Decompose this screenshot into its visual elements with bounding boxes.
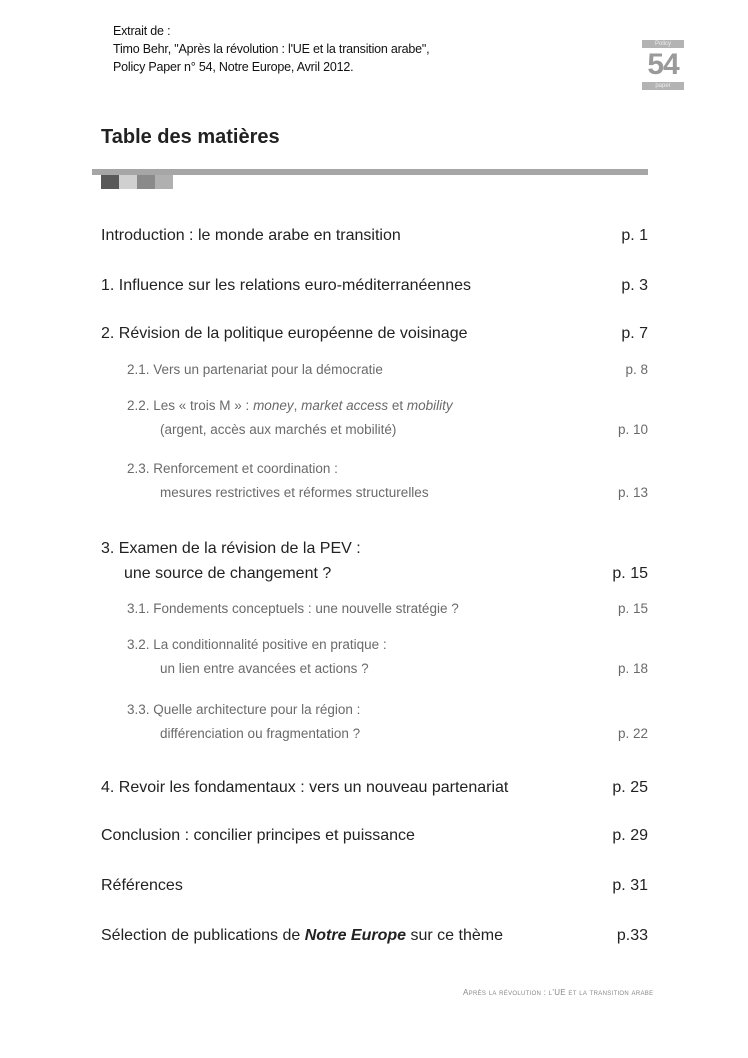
toc-entry[interactable] [101, 276, 648, 296]
toc-text: 3.3. Quelle architecture pour la région : différenciation ou fragmentation ? [127, 702, 361, 741]
badge-bottom: paper [642, 82, 684, 90]
toc-entry[interactable] [101, 778, 648, 798]
toc-text: Conclusion : concilier principes et puissance [101, 827, 415, 844]
toc-page: p. 31 [612, 877, 648, 894]
toc-entry[interactable] [101, 826, 648, 846]
toc-entry[interactable] [101, 226, 648, 246]
toc-text: 1. Influence sur les relations euro-méditerranéennes [101, 277, 471, 294]
toc-text: 4. Revoir les fondamentaux : vers un nouveau partenariat [101, 779, 509, 796]
toc-text: Références [101, 877, 183, 894]
extract-label: Extrait de : [113, 24, 171, 38]
toc-text: 2.3. Renforcement et coordination : mesures restrictives et réformes structurelles [127, 461, 429, 500]
toc-entry[interactable] [101, 926, 648, 946]
toc-page: p. 25 [612, 779, 648, 796]
policy-paper-badge [642, 40, 684, 90]
toc-text: 2.1. Vers un partenariat pour la démocratie [127, 362, 383, 377]
toc-text: 3. Examen de la révision de la PEV : une source de changement ? [101, 540, 361, 582]
toc-entry[interactable] [127, 397, 648, 438]
toc-entry[interactable] [101, 876, 648, 896]
toc-text: 3.1. Fondements conceptuels : une nouvelle stratégie ? [127, 601, 459, 616]
toc-page: p. 29 [612, 827, 648, 844]
extract-citation [113, 22, 429, 76]
decor-square [155, 175, 173, 189]
toc-text: Sélection de publications de Notre Europe sur ce thème [101, 927, 503, 944]
toc-page: p. 1 [621, 227, 648, 244]
title-rule [92, 169, 648, 175]
badge-number: 54 [647, 48, 679, 81]
toc-page: p. 15 [612, 565, 648, 582]
toc-page: p. 7 [621, 325, 648, 342]
toc-page: p. 8 [625, 362, 648, 377]
toc-text: 2.2. Les « trois M » : money, market access et mobility (argent, accès aux marchés et mobilité) [127, 398, 453, 437]
toc-entry[interactable] [101, 539, 648, 584]
toc-entry[interactable] [101, 324, 648, 344]
page-title: Table des matières [101, 126, 280, 148]
toc-entry[interactable] [127, 600, 648, 617]
decor-square [137, 175, 155, 189]
toc-entry[interactable] [127, 460, 648, 501]
toc-page: p.33 [616, 927, 648, 944]
toc-page: p. 15 [617, 601, 648, 616]
toc-page: p. 3 [621, 277, 648, 294]
toc-page: p. 13 [617, 485, 648, 500]
badge-top: Policy [642, 40, 684, 48]
extract-source: Policy Paper n° 54, Notre Europe, Avril 2012. [113, 60, 354, 74]
toc-text: 2. Révision de la politique européenne de voisinage [101, 325, 468, 342]
toc-text: 3.2. La conditionnalité positive en pratique : un lien entre avancées et actions ? [127, 637, 387, 676]
toc-page: p. 18 [617, 661, 648, 676]
decor-square [119, 175, 137, 189]
toc-page: p. 22 [617, 726, 648, 741]
toc-text: Introduction : le monde arabe en transition [101, 227, 401, 244]
toc-entry[interactable] [127, 701, 648, 742]
toc-entry[interactable] [127, 361, 648, 378]
toc-page: p. 10 [617, 422, 648, 437]
decor-square [101, 175, 119, 189]
toc-entry[interactable] [127, 636, 648, 677]
extract-title: Timo Behr, "Après la révolution : l'UE et la transition arabe", [113, 42, 430, 56]
running-footer: Après la révolution : l'UE et la transition arabe [463, 988, 654, 997]
